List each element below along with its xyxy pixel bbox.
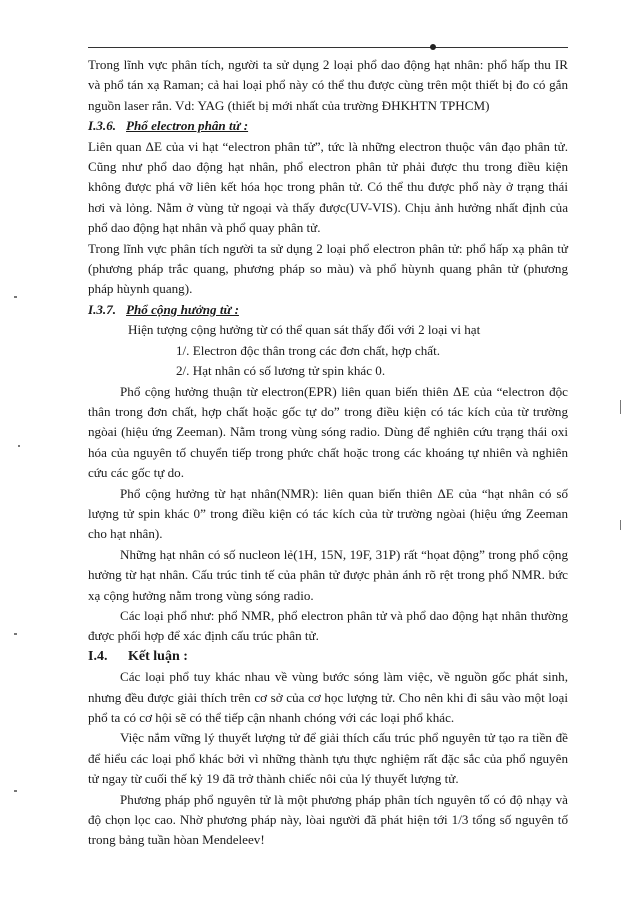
paragraph: Phổ cộng hưởng từ hạt nhân(NMR): liên quan biến thiên ΔE của “hạt nhân có số lượng tử spin khác 0” trong điều kiện có tác kích của từ trường ngòai (hiệu ứng Zeeman cho hạt nhân).: [88, 485, 568, 542]
paragraph: Liên quan ΔE của vi hạt “electron phân tử”, tức là những electron thuộc vân đạo phân tử. Cũng như phổ dao động hạt nhân, phổ electron phân tử phải được thu trong điều kiện không được phá vỡ liên kết hóa học trong phân tử. Có thể thu được phổ này ở trạng thái hơi và lỏng. Nằm ở vùng tử ngoại và thấy được(UV-VIS). Chịu ảnh hưởng nhất định của phổ dao động hạt nhân và phổ quay phân tử.: [88, 138, 568, 236]
scan-mark: [18, 445, 20, 447]
header-rule-dot: [430, 44, 436, 50]
section-title: Kết luận :: [128, 648, 188, 664]
paragraph: Trong lĩnh vực phân tích, người ta sử dụng 2 loại phổ dao động hạt nhân: phổ hấp thu IR và phổ tán xạ Raman; cả hai loại phổ này có thể thu được cùng trên một thiết bị đo có gắn nguồn laser rắn. Vd: YAG (thiết bị mới nhất của trường ĐHKHTN TPHCM): [88, 57, 568, 113]
paragraph: Việc nắm vững lý thuyết lượng tử để giải thích cấu trúc phổ nguyên tử tạo ra tiền đề để hiểu các loại phổ khác bởi vì những thành tựu thực nghiệm rất đặc sắc của phổ nguyên tử ngay từ cuối thế kỷ 19 đã trở thành chiếc nôi của lý thuyết lượng tử.: [88, 730, 568, 787]
header-rule: [88, 47, 568, 48]
section-heading: [88, 116, 568, 136]
paragraph: Những hạt nhân có số nucleon lẻ(1H, 15N, 19F, 31P) rất “họat động” trong phổ cộng hưởng từ hạt nhân. Cấu trúc tinh tế của phân tử được phản ánh rõ rệt trong phổ NMR. bức xạ cộng hưởng nằm trong vùng sóng radio.: [88, 546, 568, 603]
paragraph: Trong lĩnh vực phân tích người ta sử dụng 2 loại phổ electron phân tử: phổ hấp xạ phân tử (phương pháp trắc quang, phương pháp so màu) và phổ hùynh quang phân tử (phương pháp hùynh quang).: [88, 240, 568, 297]
section-number: I.3.7.: [88, 301, 117, 317]
document-body: [88, 55, 568, 851]
paragraph: Hiện tượng cộng hưởng từ có thể quan sát thấy đối với 2 loại vi hạt: [128, 322, 481, 338]
section-heading: [88, 300, 568, 320]
scan-mark: [14, 633, 17, 635]
paragraph: Các loại phổ tuy khác nhau về vùng bước sóng làm việc, về nguồn gốc phát sinh, nhưng đều được giải thích trên cơ sở của cơ học lượng tử. Cho nên khi đi sâu vào một loại phổ ta có cơ hội sẽ có thể tiếp cận nhanh chóng với các loại phổ khác.: [88, 669, 568, 725]
list-item: 1/. Electron độc thân trong các đơn chất, hợp chất.: [176, 342, 440, 358]
paragraph: Phổ cộng hưởng thuận từ electron(EPR) liên quan biến thiên ΔE của “electron độc thân trong đơn chất, hợp chất hoặc gốc tự do” trong điều kiện có tác kích của từ trường ngòai (hiệu ứng Zeeman). Nằm trong vùng sóng radio. Dùng để nghiên cứu trạng thái oxi hóa của nguyên tố chuyển tiếp trong phức chất hoặc trong các khoáng tự nhiên và nghiên cứu các gốc tự do.: [88, 383, 568, 481]
scan-mark: [620, 520, 621, 530]
paragraph: Các loại phổ như: phổ NMR, phổ electron phân tử và phổ dao động hạt nhân thường được phối hợp để xác định cấu trúc phân tử.: [88, 607, 568, 644]
list-item: 2/. Hạt nhân có số lương tử spin khác 0.: [176, 363, 386, 379]
scan-mark: [14, 790, 17, 792]
section-title: Phổ electron phân tử :: [126, 118, 249, 134]
paragraph: Phương pháp phổ nguyên tử là một phương pháp phân tích nguyên tố có độ nhạy và độ chọn lọc cao. Nhờ phương pháp này, lòai người đã phát hiện tới 1/3 tổng số nguyên tố trong bảng tuần hòan Mendeleev!: [88, 791, 568, 848]
scan-mark: [14, 296, 17, 298]
section-title: Phổ cộng hưởng từ :: [126, 301, 239, 317]
section-number: I.4.: [88, 648, 108, 664]
section-heading: [88, 647, 568, 667]
section-number: I.3.6.: [88, 118, 117, 134]
scan-mark: [620, 400, 621, 414]
